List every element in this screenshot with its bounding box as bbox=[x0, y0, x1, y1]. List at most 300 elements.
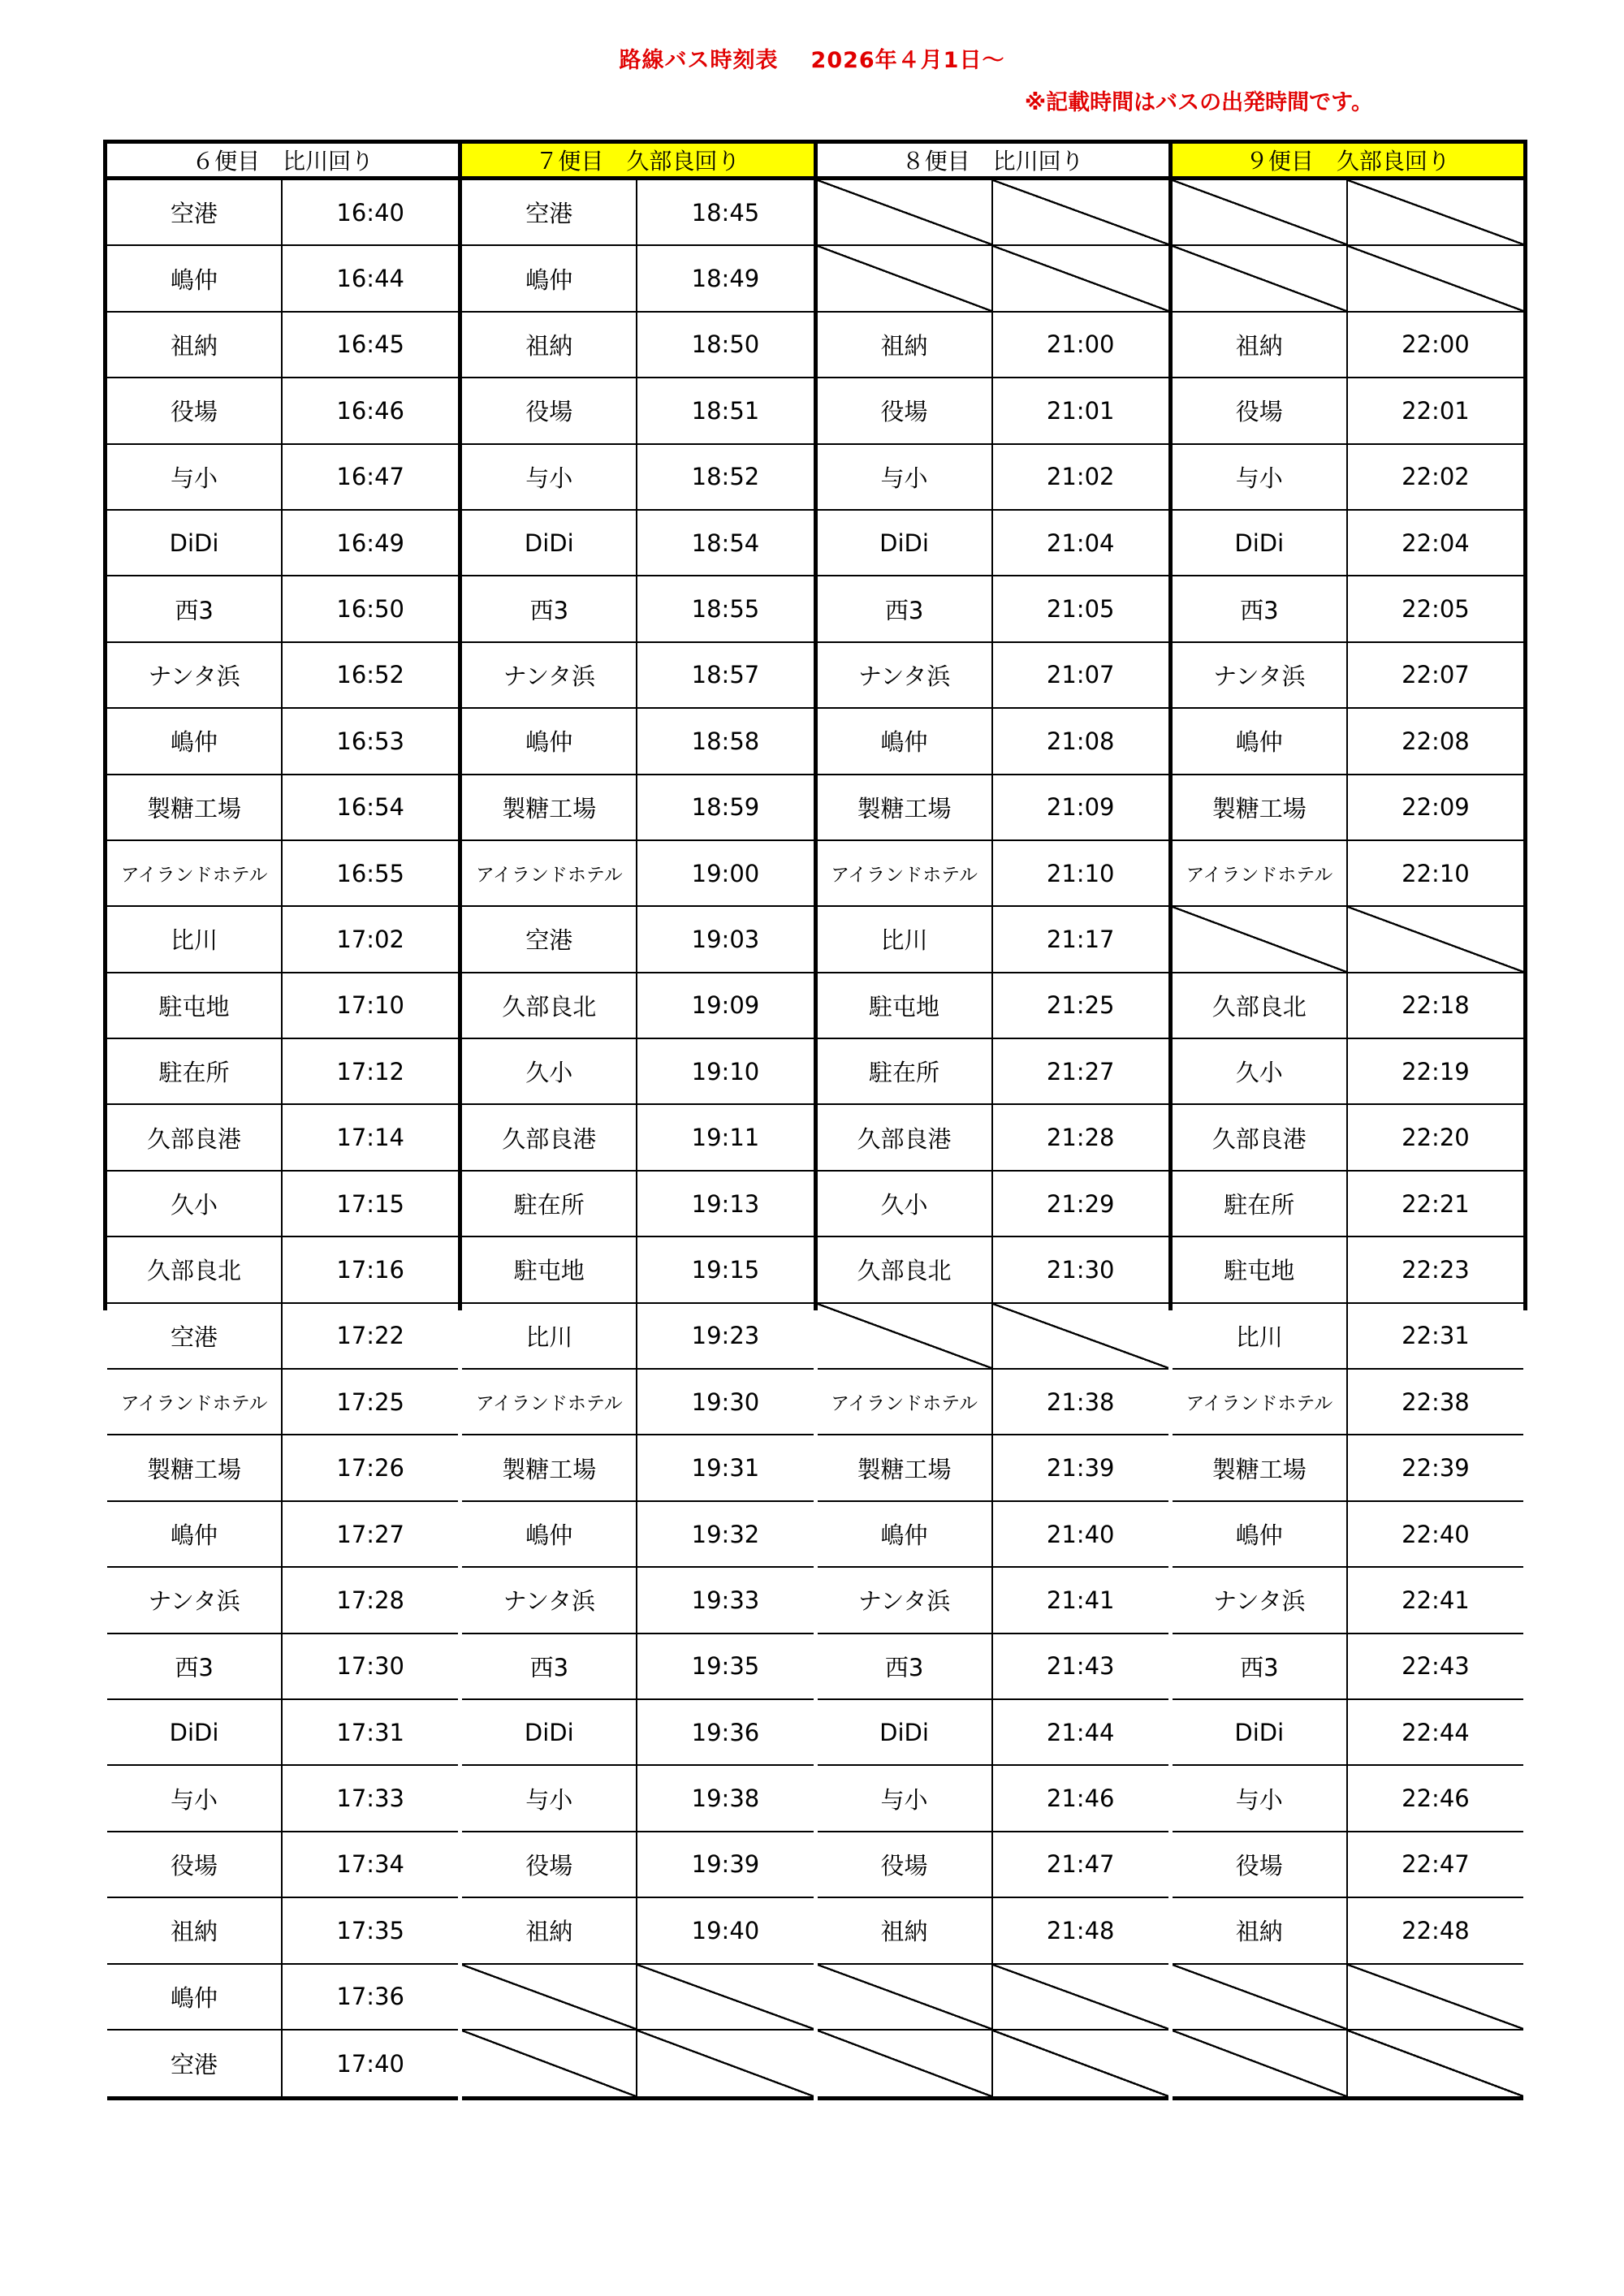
departure-time: 17:02 bbox=[336, 925, 404, 953]
stop-name: 嶋仲 bbox=[818, 709, 993, 773]
stop-name: 西3 bbox=[462, 576, 637, 641]
stop-name: 役場 bbox=[1173, 1832, 1348, 1897]
departure-time: 22:01 bbox=[1402, 396, 1470, 425]
departure-time: 18:45 bbox=[691, 198, 760, 227]
departure-time: 22:46 bbox=[1402, 1785, 1470, 1813]
departure-time: 18:49 bbox=[691, 265, 760, 293]
table-row bbox=[462, 511, 813, 576]
departure-time: 22:48 bbox=[1402, 1916, 1470, 1944]
stop-name: 祖納 bbox=[107, 313, 283, 377]
departure-time: 18:50 bbox=[691, 330, 760, 359]
stop-name: 製糖工場 bbox=[1173, 1435, 1348, 1500]
stop-name: 役場 bbox=[107, 378, 283, 442]
departure-time: 19:31 bbox=[691, 1454, 760, 1482]
departure-time: 21:08 bbox=[1046, 727, 1115, 755]
stop-name: 与小 bbox=[1173, 1766, 1348, 1830]
stop-name: 空港 bbox=[107, 180, 283, 244]
table-row bbox=[462, 313, 813, 378]
empty-cell bbox=[993, 180, 1168, 244]
empty-cell bbox=[993, 1965, 1168, 2029]
table-row bbox=[462, 180, 813, 246]
stop-name: ナンタ浜 bbox=[818, 643, 993, 707]
departure-time: 16:40 bbox=[336, 198, 404, 227]
departure-time: 21:39 bbox=[1046, 1454, 1115, 1482]
departure-time: 17:14 bbox=[336, 1124, 404, 1152]
departure-time: 22:47 bbox=[1402, 1850, 1470, 1879]
table-row bbox=[1173, 1634, 1523, 1700]
table-row bbox=[818, 1370, 1168, 1435]
stop-name: 祖納 bbox=[107, 1898, 283, 1962]
stop-name: 久小 bbox=[818, 1172, 993, 1236]
table-row bbox=[462, 1700, 813, 1766]
departure-time: 21:30 bbox=[1046, 1255, 1115, 1284]
empty-cell bbox=[993, 246, 1168, 310]
table-row bbox=[818, 1172, 1168, 1237]
stop-name: アイランドホテル bbox=[462, 841, 637, 905]
table-row bbox=[462, 1898, 813, 1964]
table-row bbox=[107, 1172, 458, 1237]
stop-name: ナンタ浜 bbox=[1173, 643, 1348, 707]
departure-time: 17:25 bbox=[336, 1388, 404, 1416]
stop-name: アイランドホテル bbox=[818, 1370, 993, 1434]
stop-name: 駐在所 bbox=[818, 1039, 993, 1103]
table-row bbox=[107, 576, 458, 642]
departure-time: 17:10 bbox=[336, 991, 404, 1020]
stop-name: 空港 bbox=[107, 1304, 283, 1368]
departure-time: 17:15 bbox=[336, 1189, 404, 1218]
table-row bbox=[462, 1435, 813, 1501]
table-row bbox=[107, 246, 458, 312]
empty-cell bbox=[462, 2031, 637, 2096]
departure-time: 16:45 bbox=[336, 330, 404, 359]
table-row bbox=[1173, 1832, 1523, 1898]
table-row bbox=[107, 445, 458, 511]
stop-name: 駐屯地 bbox=[1173, 1237, 1348, 1301]
stop-name: 役場 bbox=[818, 1832, 993, 1897]
table-row bbox=[107, 1965, 458, 2031]
empty-cell bbox=[1348, 246, 1523, 310]
departure-time: 18:59 bbox=[691, 793, 760, 822]
stop-name: 祖納 bbox=[1173, 313, 1348, 377]
table-row bbox=[1173, 1039, 1523, 1105]
stop-name: 祖納 bbox=[462, 1898, 637, 1962]
departure-time: 17:40 bbox=[336, 2049, 404, 2078]
table-row bbox=[107, 973, 458, 1039]
stop-name: 久部良港 bbox=[462, 1105, 637, 1169]
table-row bbox=[107, 1832, 458, 1898]
departure-time: 22:18 bbox=[1402, 991, 1470, 1020]
table-row bbox=[107, 1370, 458, 1435]
stop-name: 嶋仲 bbox=[818, 1502, 993, 1566]
route-column bbox=[1173, 140, 1527, 1946]
departure-time: 22:02 bbox=[1402, 463, 1470, 491]
stop-name: ナンタ浜 bbox=[107, 1568, 283, 1632]
departure-time: 18:52 bbox=[691, 463, 760, 491]
stop-name: ナンタ浜 bbox=[462, 1568, 637, 1632]
stop-name: 与小 bbox=[107, 1766, 283, 1830]
table-row bbox=[107, 1766, 458, 1832]
table-row bbox=[107, 1304, 458, 1370]
table-row bbox=[818, 841, 1168, 907]
empty-cell bbox=[637, 1965, 813, 2029]
stop-name: 西3 bbox=[818, 1634, 993, 1698]
table-row bbox=[462, 1304, 813, 1370]
empty-row bbox=[1173, 1965, 1523, 2031]
table-row bbox=[818, 1105, 1168, 1171]
stop-name: 空港 bbox=[107, 2031, 283, 2096]
empty-row bbox=[1173, 2031, 1523, 2096]
stop-name: 西3 bbox=[1173, 1634, 1348, 1698]
departure-time: 19:30 bbox=[691, 1388, 760, 1416]
table-row bbox=[462, 1370, 813, 1435]
table-row bbox=[1173, 841, 1523, 907]
route-rows bbox=[462, 180, 813, 2100]
timetable bbox=[103, 140, 1527, 2079]
stop-name: 駐在所 bbox=[462, 1172, 637, 1236]
departure-time: 17:28 bbox=[336, 1586, 404, 1614]
table-row bbox=[462, 576, 813, 642]
stop-name: 役場 bbox=[1173, 378, 1348, 442]
table-row bbox=[818, 511, 1168, 576]
departure-time: 17:35 bbox=[336, 1916, 404, 1944]
table-row bbox=[462, 775, 813, 841]
table-row bbox=[462, 1039, 813, 1105]
route-rows bbox=[818, 180, 1168, 2100]
stop-name: 製糖工場 bbox=[818, 775, 993, 839]
table-row bbox=[107, 907, 458, 973]
departure-time: 22:21 bbox=[1402, 1189, 1470, 1218]
table-row bbox=[1173, 576, 1523, 642]
route-header: ９便目 久部良回り bbox=[1173, 140, 1523, 180]
empty-cell bbox=[1173, 2031, 1348, 2096]
departure-time: 16:46 bbox=[336, 396, 404, 425]
table-row bbox=[1173, 1435, 1523, 1501]
stop-name: 駐在所 bbox=[1173, 1172, 1348, 1236]
departure-time: 17:30 bbox=[336, 1652, 404, 1681]
empty-row bbox=[818, 180, 1168, 246]
departure-time: 17:31 bbox=[336, 1718, 404, 1746]
departure-time: 21:01 bbox=[1046, 396, 1115, 425]
table-row bbox=[818, 445, 1168, 511]
page-title bbox=[0, 42, 1624, 74]
departure-time: 22:39 bbox=[1402, 1454, 1470, 1482]
departure-time: 21:41 bbox=[1046, 1586, 1115, 1614]
stop-name: DiDi bbox=[818, 1700, 993, 1764]
stop-name: 駐屯地 bbox=[107, 973, 283, 1038]
stop-name: 嶋仲 bbox=[107, 709, 283, 773]
stop-name: アイランドホテル bbox=[818, 841, 993, 905]
stop-name: 製糖工場 bbox=[462, 775, 637, 839]
departure-time: 22:44 bbox=[1402, 1718, 1470, 1746]
table-row bbox=[1173, 445, 1523, 511]
stop-name: 祖納 bbox=[462, 313, 637, 377]
empty-row bbox=[1173, 246, 1523, 312]
departure-time: 22:20 bbox=[1402, 1124, 1470, 1152]
stop-name: 久部良北 bbox=[818, 1237, 993, 1301]
departure-time: 17:22 bbox=[336, 1322, 404, 1350]
table-row bbox=[818, 1634, 1168, 1700]
departure-time: 18:58 bbox=[691, 727, 760, 755]
departure-time: 21:25 bbox=[1046, 991, 1115, 1020]
departure-time: 19:11 bbox=[691, 1124, 760, 1152]
table-row bbox=[107, 1105, 458, 1171]
departure-time: 22:08 bbox=[1402, 727, 1470, 755]
route-header: ７便目 久部良回り bbox=[462, 140, 813, 180]
departure-time: 21:27 bbox=[1046, 1057, 1115, 1085]
departure-time: 21:05 bbox=[1046, 595, 1115, 624]
departure-time: 19:15 bbox=[691, 1255, 760, 1284]
table-row bbox=[818, 313, 1168, 378]
departure-time: 21:48 bbox=[1046, 1916, 1115, 1944]
stop-name: 嶋仲 bbox=[107, 1502, 283, 1566]
empty-cell bbox=[1173, 907, 1348, 971]
stop-name: 与小 bbox=[107, 445, 283, 509]
table-row bbox=[1173, 1304, 1523, 1370]
departure-time: 21:43 bbox=[1046, 1652, 1115, 1681]
empty-cell bbox=[1173, 246, 1348, 310]
table-row bbox=[818, 775, 1168, 841]
stop-name: DiDi bbox=[107, 511, 283, 575]
empty-cell bbox=[818, 2031, 993, 2096]
table-row bbox=[818, 1832, 1168, 1898]
departure-time: 17:33 bbox=[336, 1785, 404, 1813]
stop-name: 久部良北 bbox=[462, 973, 637, 1038]
stop-name: ナンタ浜 bbox=[462, 643, 637, 707]
departure-time: 18:54 bbox=[691, 529, 760, 557]
departure-time: 17:36 bbox=[336, 1983, 404, 2011]
table-row bbox=[107, 1634, 458, 1700]
stop-name: 与小 bbox=[462, 445, 637, 509]
stop-name: 与小 bbox=[1173, 445, 1348, 509]
table-row bbox=[1173, 643, 1523, 709]
table-row bbox=[107, 1898, 458, 1964]
table-row bbox=[462, 1634, 813, 1700]
departure-time: 17:27 bbox=[336, 1520, 404, 1548]
departure-time: 19:23 bbox=[691, 1322, 760, 1350]
departure-time: 19:35 bbox=[691, 1652, 760, 1681]
departure-time: 22:09 bbox=[1402, 793, 1470, 822]
departure-time: 22:43 bbox=[1402, 1652, 1470, 1681]
departure-time: 21:00 bbox=[1046, 330, 1115, 359]
departure-time: 22:10 bbox=[1402, 859, 1470, 887]
table-row bbox=[107, 775, 458, 841]
stop-name: DiDi bbox=[1173, 511, 1348, 575]
departure-time: 17:16 bbox=[336, 1255, 404, 1284]
table-row bbox=[107, 709, 458, 775]
stop-name: 製糖工場 bbox=[818, 1435, 993, 1500]
departure-time: 21:44 bbox=[1046, 1718, 1115, 1746]
departure-time: 18:55 bbox=[691, 595, 760, 624]
table-row bbox=[462, 1172, 813, 1237]
stop-name: ナンタ浜 bbox=[1173, 1568, 1348, 1632]
empty-cell bbox=[818, 1965, 993, 2029]
departure-time: 22:00 bbox=[1402, 330, 1470, 359]
table-row bbox=[1173, 1370, 1523, 1435]
stop-name: 西3 bbox=[462, 1634, 637, 1698]
table-row bbox=[1173, 313, 1523, 378]
route-rows bbox=[1173, 180, 1523, 2100]
table-row bbox=[107, 1502, 458, 1568]
table-row bbox=[1173, 1172, 1523, 1237]
empty-cell bbox=[993, 2031, 1168, 2096]
empty-cell bbox=[818, 180, 993, 244]
table-row bbox=[818, 1435, 1168, 1501]
stop-name: DiDi bbox=[462, 511, 637, 575]
table-row bbox=[818, 1039, 1168, 1105]
stop-name: 嶋仲 bbox=[1173, 1502, 1348, 1566]
table-row bbox=[1173, 511, 1523, 576]
departure-time: 16:53 bbox=[336, 727, 404, 755]
stop-name: 製糖工場 bbox=[1173, 775, 1348, 839]
departure-time: 22:40 bbox=[1402, 1520, 1470, 1548]
departure-time: 19:36 bbox=[691, 1718, 760, 1746]
table-row bbox=[818, 907, 1168, 973]
stop-name: DiDi bbox=[1173, 1700, 1348, 1764]
table-row bbox=[1173, 1766, 1523, 1832]
table-row bbox=[462, 907, 813, 973]
table-row bbox=[462, 1832, 813, 1898]
table-row bbox=[1173, 1502, 1523, 1568]
departure-time: 16:49 bbox=[336, 529, 404, 557]
stop-name: DiDi bbox=[462, 1700, 637, 1764]
table-row bbox=[462, 1502, 813, 1568]
departure-time: 16:50 bbox=[336, 595, 404, 624]
stop-name: 西3 bbox=[107, 576, 283, 641]
empty-cell bbox=[1348, 907, 1523, 971]
stop-name: 久小 bbox=[462, 1039, 637, 1103]
departure-time: 22:04 bbox=[1402, 529, 1470, 557]
stop-name: 比川 bbox=[107, 907, 283, 971]
empty-cell bbox=[1348, 180, 1523, 244]
table-row bbox=[107, 2031, 458, 2096]
stop-name: ナンタ浜 bbox=[107, 643, 283, 707]
stop-name: 嶋仲 bbox=[107, 246, 283, 310]
route-column bbox=[107, 140, 462, 2079]
stop-name: 与小 bbox=[462, 1766, 637, 1830]
table-row bbox=[1173, 1568, 1523, 1634]
table-row bbox=[1173, 1237, 1523, 1303]
departure-time: 16:55 bbox=[336, 859, 404, 887]
departure-time: 21:10 bbox=[1046, 859, 1115, 887]
table-row bbox=[107, 511, 458, 576]
table-row bbox=[818, 1502, 1168, 1568]
empty-cell bbox=[637, 2031, 813, 2096]
table-row bbox=[107, 180, 458, 246]
stop-name: 嶋仲 bbox=[107, 1965, 283, 2029]
departure-time: 19:03 bbox=[691, 925, 760, 953]
empty-cell bbox=[1173, 180, 1348, 244]
table-row bbox=[1173, 1898, 1523, 1964]
table-row bbox=[462, 643, 813, 709]
departure-time: 19:39 bbox=[691, 1850, 760, 1879]
empty-row bbox=[1173, 907, 1523, 973]
stop-name: 駐屯地 bbox=[818, 973, 993, 1038]
stop-name: DiDi bbox=[818, 511, 993, 575]
stop-name: 西3 bbox=[818, 576, 993, 641]
stop-name: 西3 bbox=[107, 1634, 283, 1698]
stop-name: 久部良北 bbox=[107, 1237, 283, 1301]
stop-name: アイランドホテル bbox=[107, 1370, 283, 1434]
table-row bbox=[107, 841, 458, 907]
table-row bbox=[1173, 775, 1523, 841]
stop-name: 久部良港 bbox=[107, 1105, 283, 1169]
table-row bbox=[818, 1237, 1168, 1303]
empty-cell bbox=[1348, 2031, 1523, 2096]
departure-time: 22:38 bbox=[1402, 1388, 1470, 1416]
stop-name: 製糖工場 bbox=[107, 775, 283, 839]
stop-name: アイランドホテル bbox=[107, 841, 283, 905]
empty-row bbox=[1173, 180, 1523, 246]
stop-name: アイランドホテル bbox=[462, 1370, 637, 1434]
empty-cell bbox=[993, 1304, 1168, 1368]
stop-name: 製糖工場 bbox=[462, 1435, 637, 1500]
route-rows bbox=[107, 180, 458, 2100]
empty-row bbox=[462, 2031, 813, 2096]
route-column bbox=[462, 140, 817, 1946]
stop-name: 西3 bbox=[1173, 576, 1348, 641]
table-row bbox=[107, 1700, 458, 1766]
stop-name: 祖納 bbox=[1173, 1898, 1348, 1962]
departure-time: 19:32 bbox=[691, 1520, 760, 1548]
stop-name: 久小 bbox=[1173, 1039, 1348, 1103]
departure-time: 21:28 bbox=[1046, 1124, 1115, 1152]
table-row bbox=[462, 378, 813, 444]
departure-time: 18:57 bbox=[691, 661, 760, 689]
route-header: ６便目 比川回り bbox=[107, 140, 458, 180]
table-row bbox=[818, 1898, 1168, 1964]
departure-time: 16:54 bbox=[336, 793, 404, 822]
table-row bbox=[818, 643, 1168, 709]
departure-time: 21:40 bbox=[1046, 1520, 1115, 1548]
departure-note: ※記載時間はバスの出発時間です。 bbox=[1024, 90, 1373, 115]
empty-row bbox=[818, 2031, 1168, 2096]
departure-time: 22:23 bbox=[1402, 1255, 1470, 1284]
table-row bbox=[107, 643, 458, 709]
stop-name: 役場 bbox=[462, 378, 637, 442]
departure-time: 17:34 bbox=[336, 1850, 404, 1879]
stop-name: アイランドホテル bbox=[1173, 1370, 1348, 1434]
table-row bbox=[107, 1568, 458, 1634]
departure-time: 19:00 bbox=[691, 859, 760, 887]
stop-name: 空港 bbox=[462, 180, 637, 244]
table-row bbox=[462, 841, 813, 907]
table-row bbox=[818, 1700, 1168, 1766]
stop-name: 製糖工場 bbox=[107, 1435, 283, 1500]
route-column bbox=[818, 140, 1173, 1946]
stop-name: 嶋仲 bbox=[462, 709, 637, 773]
stop-name: 与小 bbox=[818, 445, 993, 509]
departure-time: 17:26 bbox=[336, 1454, 404, 1482]
stop-name: 嶋仲 bbox=[462, 1502, 637, 1566]
table-row bbox=[107, 1435, 458, 1501]
table-row bbox=[818, 1766, 1168, 1832]
departure-time: 19:13 bbox=[691, 1189, 760, 1218]
table-row bbox=[107, 313, 458, 378]
empty-row bbox=[818, 1965, 1168, 2031]
stop-name: 祖納 bbox=[818, 313, 993, 377]
departure-time: 22:05 bbox=[1402, 595, 1470, 624]
table-row bbox=[107, 378, 458, 444]
table-row bbox=[462, 1766, 813, 1832]
stop-name: 役場 bbox=[818, 378, 993, 442]
empty-row bbox=[462, 1965, 813, 2031]
stop-name: 空港 bbox=[462, 907, 637, 971]
stop-name: 久部良港 bbox=[818, 1105, 993, 1169]
table-row bbox=[818, 1568, 1168, 1634]
empty-cell bbox=[462, 1965, 637, 2029]
stop-name: 久部良北 bbox=[1173, 973, 1348, 1038]
stop-name: ナンタ浜 bbox=[818, 1568, 993, 1632]
